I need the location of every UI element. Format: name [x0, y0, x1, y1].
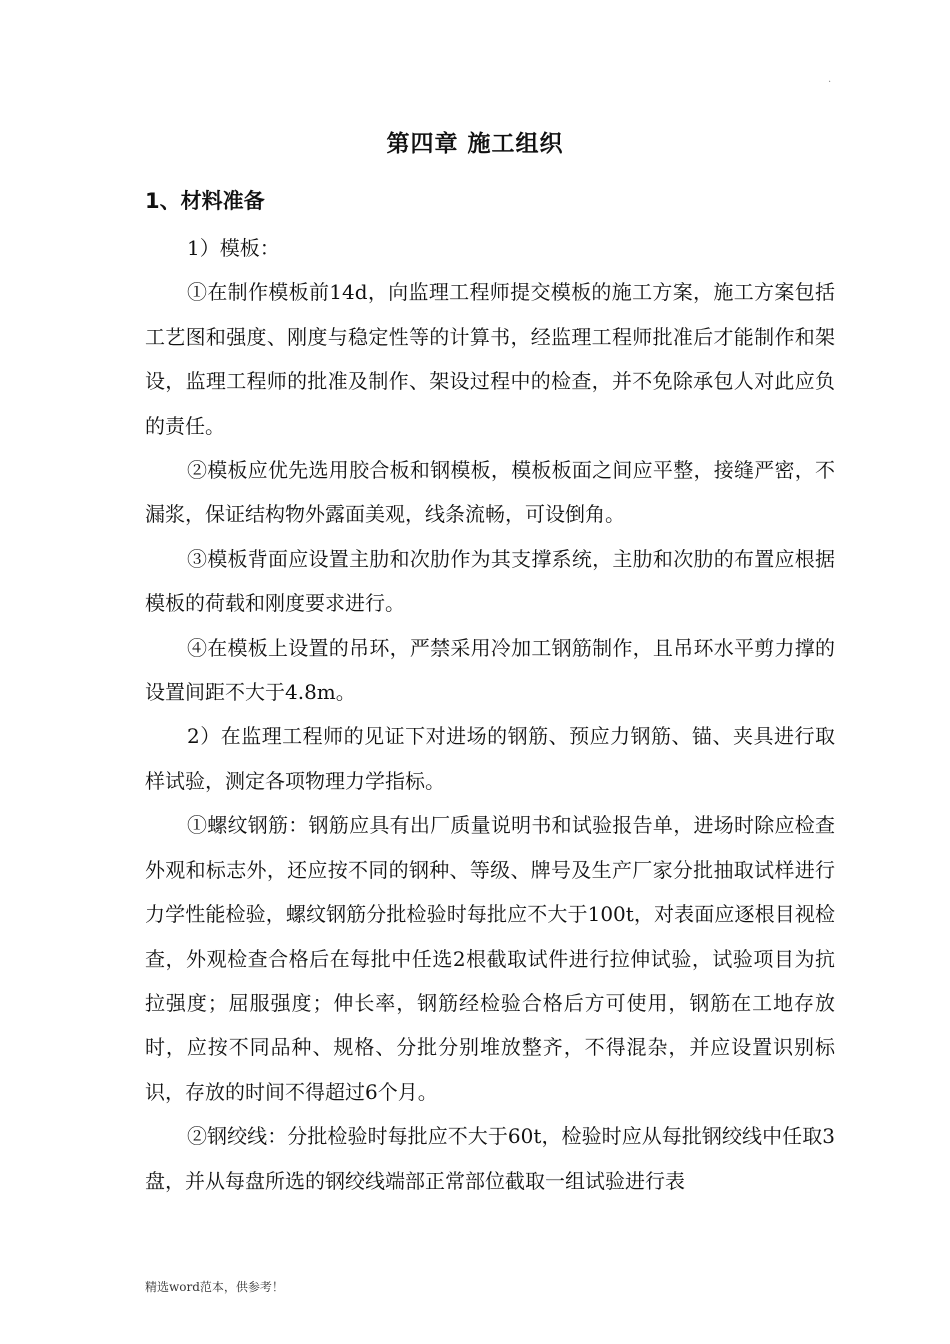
paragraph: ④在模板上设置的吊环，严禁采用冷加工钢筋制作，且吊环水平剪力撑的设置间距不大于4.8m。	[145, 635, 835, 705]
paragraph: ①螺纹钢筋：钢筋应具有出厂质量说明书和试验报告单，进场时除应检查外观和标志外，还应按不同的钢种、等级、牌号及生产厂家分批抽取试样进行力学性能检验，螺纹钢筋分批检验时每批应不大于100t，对表面应逐根目视检查，外观检查合格后在每批中任选2根截取试件进行拉伸试验，试验项目为抗拉强度；屈服强度；伸长率，钢筋经检验合格后方可使用，钢筋在工地存放时，应按不同品种、规格、分批分别堆放整齐，不得混杂，并应设置识别标识，存放的时间不得超过6个月。	[145, 813, 835, 1104]
paragraph: ③模板背面应设置主肋和次肋作为其支撑系统，主肋和次肋的布置应根据模板的荷载和刚度要求进行。	[145, 546, 835, 616]
chapter-title: 第四章 施工组织	[386, 131, 564, 157]
footer-note: 精选word范本，供参考！	[145, 1280, 284, 1294]
paragraph: 2）在监理工程师的见证下对进场的钢筋、预应力钢筋、锚、夹具进行取样试验，测定各项物理力学指标。	[145, 724, 835, 793]
corner-mark: .	[828, 74, 832, 85]
paragraph: ①在制作模板前14d，向监理工程师提交模板的施工方案，施工方案包括工艺图和强度、刚度与稳定性等的计算书，经监理工程师批准后才能制作和架设，监理工程师的批准及制作、架设过程中的检查，并不免除承包人对此应负的责任。	[145, 280, 835, 438]
paragraph: 1）模板：	[187, 236, 280, 260]
section-heading: 1、材料准备	[145, 189, 265, 213]
paragraph: ②模板应优先选用胶合板和钢模板，模板板面之间应平整，接缝严密，不漏浆，保证结构物外露面美观，线条流畅，可设倒角。	[145, 458, 835, 527]
paragraph: ②钢绞线：分批检验时每批应不大于60t，检验时应从每批钢绞线中任取3盘，并从每盘所选的钢绞线端部正常部位截取一组试验进行表	[145, 1124, 835, 1193]
body-text	[145, 226, 835, 1203]
